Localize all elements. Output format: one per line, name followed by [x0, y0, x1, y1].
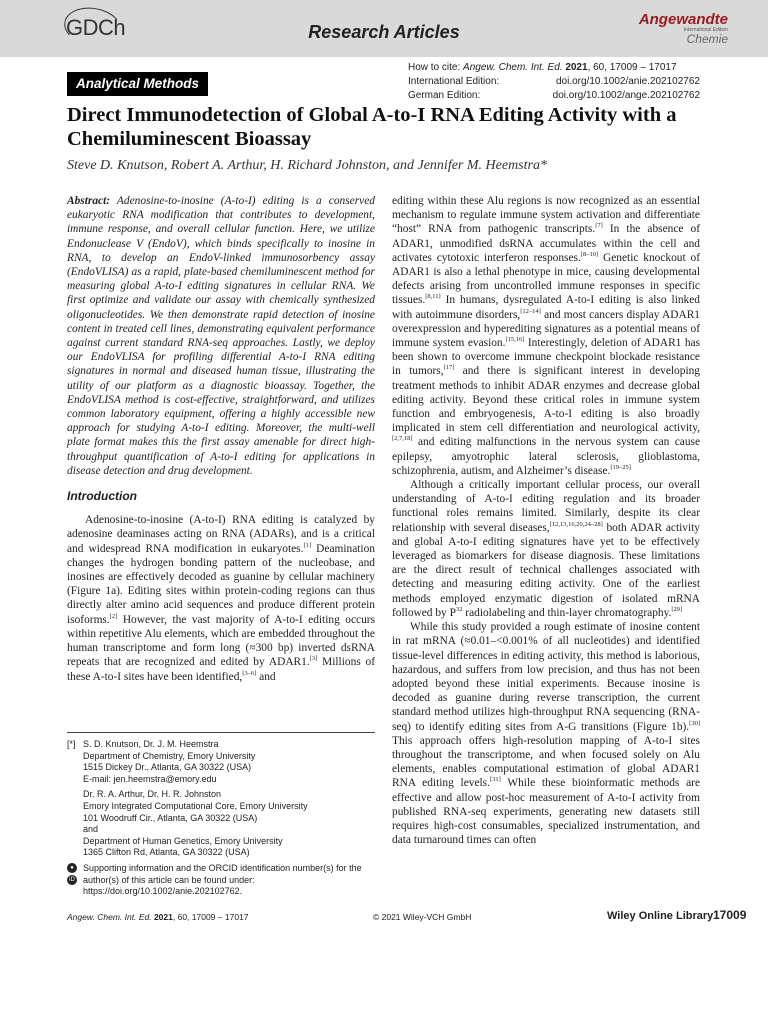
- article-title: Direct Immunodetection of Global A-to-I RNA Editing Activity with a Chemiluminescent Bioassay: [67, 104, 677, 150]
- body-paragraph-2: Although a critically important cellular process, our overall understanding of A-to-I editing regulation and its broader functional roles remains limited. Similarly, despite its clear relationship with several diseases,[12,13,16,20,24–28] both ADAR activity and global A-to-I editing signatures have yet to be effectively leveraged as biomarkers for disease diagnosis. These limitations are the direct result of technical challenges associated with detecting and measuring editing activity. One of the earliest methods employed enzymatic digestion of isolated mRNA followed by $P^{32}$ radiolabeling and thin-layer chromatography.[29]: [392, 479, 700, 619]
- journal-logo: Angewandte International Edition Chemie: [638, 11, 728, 46]
- left-column: [67, 194, 375, 684]
- abstract: Abstract: Adenosine-to-inosine (A-to-I) editing is a conserved eukaryotic RNA modification that contributes to development, immune response, and overall cellular function. Here, we utilize Endonuclease V (EndoV), which binds specifically to inosine in RNA, to develop an EndoV-linked immunosorbency assay (EndoVLISA) as a rapid, plate-based chemiluminescent method for measuring global A-to-I editing signatures in cellular RNA. We first optimize and validate our assay with chemically synthesized oligonucleotides. We then demonstrate rapid detection of inosine content in treated cell lines, demonstrating equivalent performance against current standard RNA-seq approaches. Lastly, we deploy our EndoVLISA for profiling differential A-to-I RNA editing signatures in normal and diseased human tissue, illustrating the utility of our platform as a diagnostic bioassay. Together, the EndoVLISA method is cost-effective, straightforward, and utilizes common laboratory equipment, offering a highly accessible new approach for studying A-to-I editing. Moreover, the multi-well plate format makes this the first assay amenable for direct high-throughput quantification of A-to-I editing for applications in disease detection and drug development.: [67, 195, 375, 477]
- category-label: Analytical Methods: [67, 72, 208, 96]
- header-bar: [0, 0, 768, 57]
- intro-paragraph: Adenosine-to-inosine (A-to-I) RNA editing is catalyzed by adenosine deaminases acting on RNA (ADARs), and is a critical and widespread RNA modification in eukaryotes.[1] Deamination changes the hydrogen bonding pattern of the nucleobase, and inosines are effectively decoded as guanine by cellular machinery (Figure 1a). Editing sites within protein-coding regions can thus directly alter amino acid sequences and produce different protein isoforms.[2] However, the vast majority of A-to-I editing occurs within repetitive Alu elements, which are embedded throughout the human transcriptome and form long (≈300 bp) inverted dsRNA repeats that are recognized and edited by ADAR1.[3] Millions of these A-to-I sites have been identified,[3–6] and: [67, 514, 375, 683]
- orcid-icon: iD: [67, 875, 77, 885]
- author-list: Steve D. Knutson, Robert A. Arthur, H. Richard Johnston, and Jennifer M. Heemstra*: [67, 158, 547, 173]
- german-doi-link[interactable]: doi.org/10.1002/ange.202102762: [552, 90, 700, 101]
- email-link[interactable]: E-mail: jen.heemstra@emory.edu: [83, 773, 217, 784]
- section-title: Research Articles: [308, 22, 460, 42]
- intl-doi-link[interactable]: doi.org/10.1002/anie.202102762: [555, 76, 700, 87]
- right-column: [392, 194, 700, 847]
- body-paragraph-1: editing within these Alu regions is now recognized as an essential mechanism to regulate immune system activation and differentiate “host” RNA from pathogenic transcripts.[7] In the absence of ADAR1, unmodified dsRNA accumulates within the cell and activates cytotoxic interferon responses.[8–10] Genetic knockout of ADAR1 is also a lethal phenotype in mice, causing developmental defects arising from uncontrolled immune responses in specific tissues.[8,11] In humans, dysregulated A-to-I editing is also linked with autoimmune disorders,[12–14] and most cancers display ADAR1 overexpression and hyperediting signatures as a potential means of immune system evasion.[15,16] Interestingly, deletion of ADAR1 has been shown to overcome immune checkpoint blockade resistance in tumors,[17] and there is significant interest in developing treatment methods to inhibit ADAR enzymes and decrease global editing activity. Beyond these critical roles in immune system function and embryogenesis, A-to-I editing is also broadly implicated in stem cell differentiation and neurological activity,[2,7,18] and editing malfunctions in the nervous system can cause epilepsy, amyotrophic lateral sclerosis, glioblastoma, schizophrenia, autism, and Alzheimer’s disease.[19–25]: [392, 195, 700, 477]
- page-number: 17009: [713, 908, 747, 922]
- supporting-info-icon: ●: [67, 863, 77, 873]
- wiley-online-library-link[interactable]: Wiley Online Library: [607, 910, 714, 922]
- affiliation-footnote: [*] S. D. Knutson, Dr. J. M. Heemstra Department of Chemistry, Emory University 1515 Dickey Dr., Atlanta, GA 30322 (USA) E-mail: jen.heemstra@emory.edu Dr. R. A. Arthur, Dr. H. R. Johnston Emory Integrated Computational Core, Emory University 101 Woodruff Cir., Atlanta, GA 30322 (USA) and Department of Human Genetics, Emory University 1365 Clifton Rd, Atlanta, GA 30322 (USA) ● iD Supporting information and the ORCID identification number(s) for the author(s) of this article can be found under: https://doi.org/10.1002/anie.202102762.: [67, 732, 375, 898]
- publisher-logo: GDCh: [66, 15, 125, 41]
- supporting-info-text: Supporting information and the ORCID identification number(s) for the author(s) of this article can be found under: https://doi.org/10.1002/anie.202102762.: [83, 862, 362, 897]
- intro-heading: Introduction: [67, 489, 137, 504]
- body-paragraph-3: While this study provided a rough estimate of inosine content in rat mRNA (≈0.01–<0.001% of all nucleotides) and identified tissue-level differences in editing activity, this method is laborious, hazardous, and suffers from low precision, and thus has not been adopted beyond these initial experiments. Because inosine is decoded as guanine during reverse transcription, the current standard method utilizes high-throughput RNA sequencing (RNA-seq) to identify editing sites from A-G transitions (Figure 1b).[30] This approach offers high-resolution mapping of A-to-I sites throughout the transcriptome, and when focused solely on Alu elements, enables computational estimation of global ADAR1 RNA editing levels.[31] While these bioinformatic methods are effective and allow post-hoc measurement of A-to-I activity from published RNA-seq experiments, generating new datasets still requires high-cost consumables, specialized instrumentation, and data turnaround times can often: [392, 621, 700, 847]
- citation-block: How to cite: Angew. Chem. Int. Ed. 2021, 60, 17009 – 17017 International Edition: doi.org/10.1002/anie.202102762 German Edition: doi.org/10.1002/ange.202102762: [408, 62, 700, 101]
